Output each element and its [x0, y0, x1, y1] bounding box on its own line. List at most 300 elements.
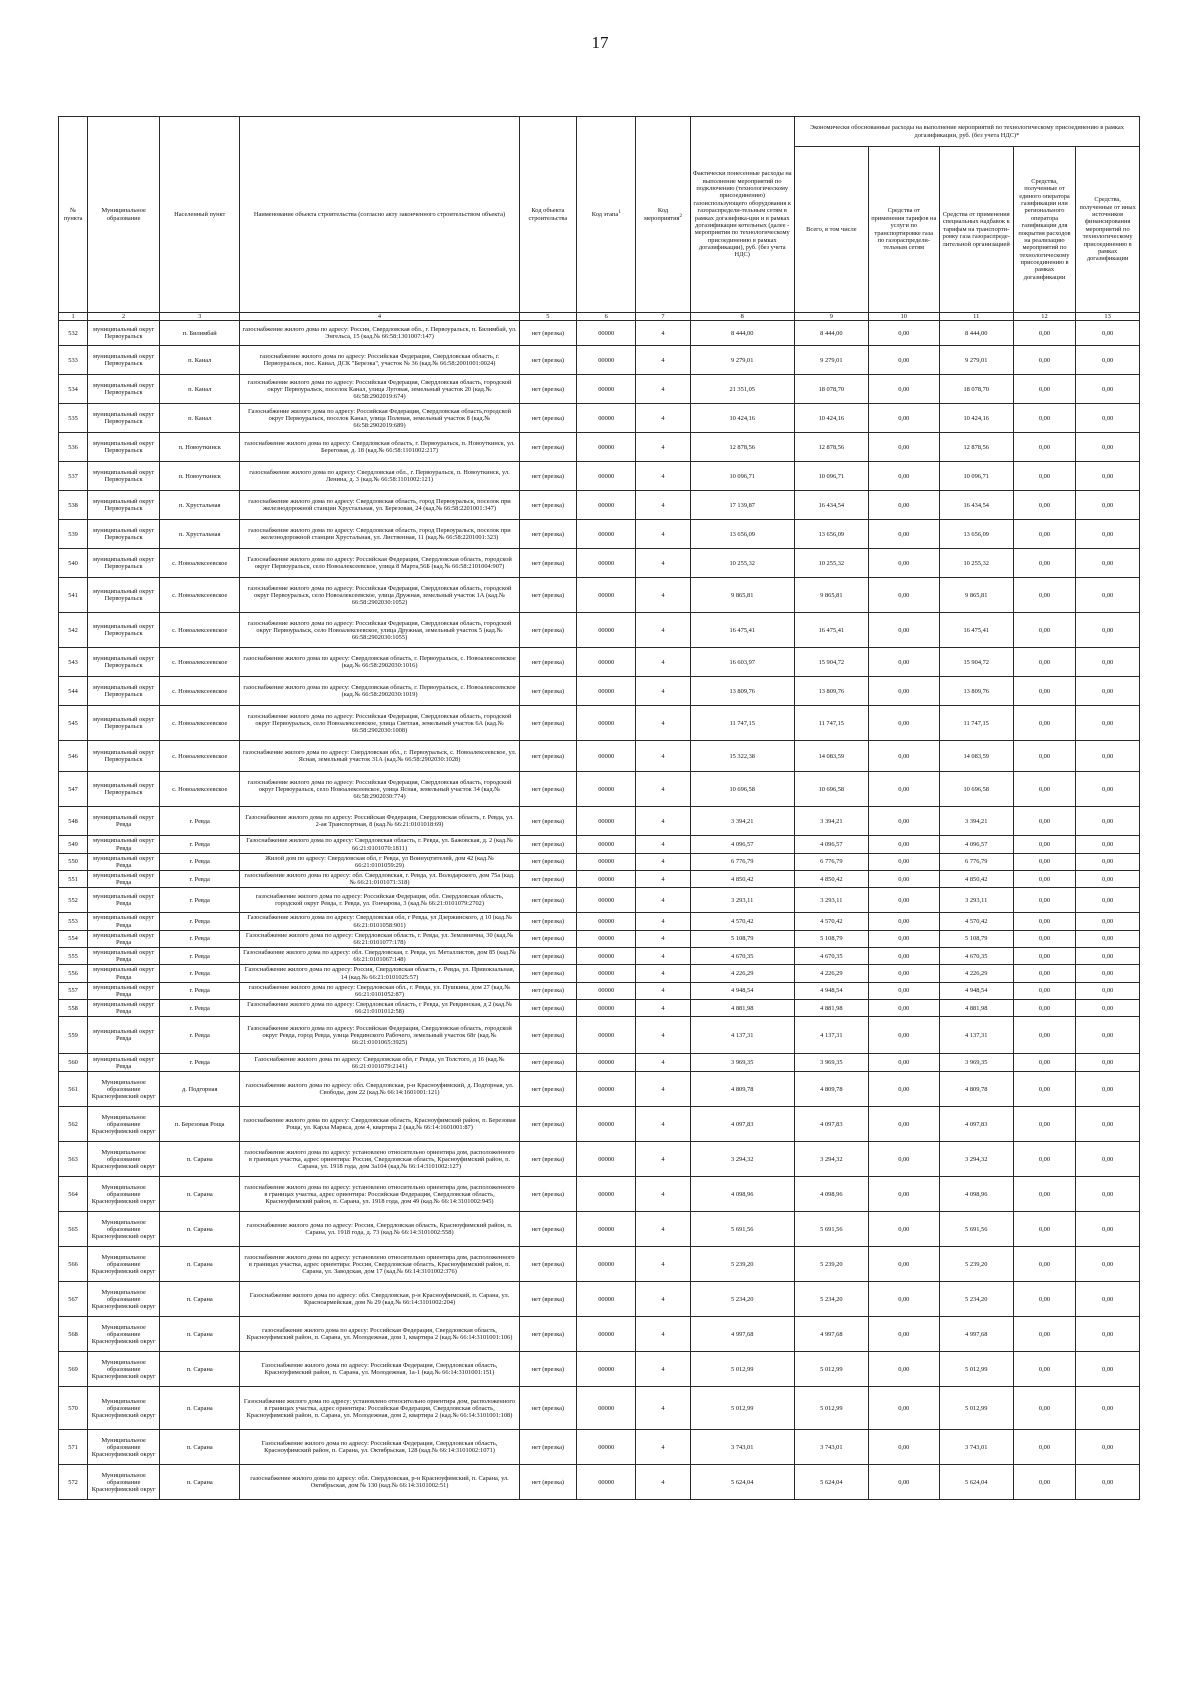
- municipality-cell: Муниципальное образование Красноуфимский округ: [88, 1387, 160, 1430]
- stage-code-cell: 00000: [577, 853, 636, 870]
- settlement-cell: г. Ревда: [160, 913, 240, 930]
- object-name-cell: Газоснабжение жилого дома по адресу: Российская Федерация, Свердловская область, г. Ревда, ул. 2-ая Транспортная, 8 (кад.№ 66:21:0101018:69): [240, 807, 519, 836]
- row-number-cell: 569: [59, 1352, 88, 1387]
- tariff-funds-cell: 0,00: [868, 1387, 939, 1430]
- other-funds-cell: 0,00: [1076, 1465, 1140, 1500]
- object-name-cell: Газоснабжение жилого дома по адресу: Российская Федерация, Свердловская область,городской округ Первоуральск, поселок Канал, улица Полевая, земельный участок 8 (кад.№ 66:58:2902019:689): [240, 404, 519, 433]
- object-name-cell: газоснабжение жилого дома по адресу: Свердловская обл., г. Первоуральск, п. Новоуткинск, ул. Ленина, д. 3 (кад.№ 66:58:1101002:121): [240, 462, 519, 491]
- object-name-cell: газоснабжение жилого дома по адресу: установлено относительно ориентира дом, расположенного в границах участка, адрес ориентира: Россия, Свердловская область, Красноуфимский район, п. Сарана, ул. 1918 года, дом 3а104 (кад.№ 66:14:3101002:127): [240, 1142, 519, 1177]
- row-number-cell: 561: [59, 1072, 88, 1107]
- municipality-cell: муниципальный округ Ревда: [88, 1054, 160, 1072]
- tariff-funds-cell: 0,00: [868, 520, 939, 549]
- tariff-funds-cell: 0,00: [868, 433, 939, 462]
- event-code-cell: 4: [636, 982, 690, 999]
- stage-code-cell: 00000: [577, 836, 636, 853]
- row-number-cell: 534: [59, 375, 88, 404]
- stage-code-cell: 00000: [577, 578, 636, 613]
- stage-code-cell: 00000: [577, 741, 636, 772]
- row-number-cell: 544: [59, 677, 88, 706]
- settlement-cell: п. Сарана: [160, 1282, 240, 1317]
- actual-costs-cell: 5 234,20: [690, 1282, 794, 1317]
- object-name-cell: газоснабжение жилого дома по адресу: Свердловская область, г. Первоуральск, с. Новоалексеевское (кад.№ 66:58:2902030:1019): [240, 677, 519, 706]
- municipality-cell: муниципальный округ Первоуральск: [88, 433, 160, 462]
- column-number-cell: 10: [868, 313, 939, 321]
- object-code-cell: нет (врезка): [519, 613, 576, 648]
- settlement-cell: п. Канал: [160, 404, 240, 433]
- table-row: [59, 1177, 1140, 1212]
- tariff-funds-cell: 0,00: [868, 613, 939, 648]
- table-row: [59, 1000, 1140, 1017]
- stage-code-cell: 00000: [577, 1352, 636, 1387]
- table-row: [59, 1430, 1140, 1465]
- object-code-cell: нет (врезка): [519, 491, 576, 520]
- object-name-cell: газоснабжение жилого дома по адресу: обл. Свердловская, р-н Красноуфимский, п. Сарана, ул. Октябрьская, дом № 130 (кад.№ 66:14:3101002:51): [240, 1465, 519, 1500]
- event-code-cell: 4: [636, 433, 690, 462]
- actual-costs-cell: 5 691,56: [690, 1212, 794, 1247]
- row-number-cell: 542: [59, 613, 88, 648]
- surcharge-funds-cell: 10 424,16: [939, 404, 1013, 433]
- table-row: [59, 1282, 1140, 1317]
- object-code-cell: нет (врезка): [519, 1465, 576, 1500]
- row-number-cell: 565: [59, 1212, 88, 1247]
- actual-costs-cell: 4 881,98: [690, 1000, 794, 1017]
- stage-code-cell: 00000: [577, 1000, 636, 1017]
- event-code-cell: 4: [636, 1000, 690, 1017]
- surcharge-funds-cell: 18 078,70: [939, 375, 1013, 404]
- total-costs-cell: 4 098,96: [794, 1177, 868, 1212]
- total-costs-cell: 5 012,99: [794, 1352, 868, 1387]
- tariff-funds-cell: 0,00: [868, 1142, 939, 1177]
- object-name-cell: Газоснабжение жилого дома по адресу: Россия, Свердловская область, г. Ревда, ул. Привокзальная, 14 (кад.№ 66:21:0101025:57): [240, 965, 519, 982]
- settlement-cell: п. Сарана: [160, 1247, 240, 1282]
- surcharge-funds-cell: 5 234,20: [939, 1282, 1013, 1317]
- surcharge-funds-cell: 5 624,04: [939, 1465, 1013, 1500]
- other-funds-cell: 0,00: [1076, 1282, 1140, 1317]
- column-number-cell: 11: [939, 313, 1013, 321]
- tariff-funds-cell: 0,00: [868, 930, 939, 947]
- other-funds-cell: 0,00: [1076, 433, 1140, 462]
- other-funds-cell: 0,00: [1076, 836, 1140, 853]
- actual-costs-cell: 4 226,29: [690, 965, 794, 982]
- column-number-cell: 12: [1013, 313, 1076, 321]
- event-code-cell: 4: [636, 491, 690, 520]
- settlement-cell: г. Ревда: [160, 871, 240, 888]
- row-number-cell: 541: [59, 578, 88, 613]
- surcharge-funds-cell: 4 096,57: [939, 836, 1013, 853]
- other-funds-cell: 0,00: [1076, 549, 1140, 578]
- settlement-cell: г. Ревда: [160, 807, 240, 836]
- surcharge-funds-cell: 5 239,20: [939, 1247, 1013, 1282]
- event-code-cell: 4: [636, 1072, 690, 1107]
- surcharge-funds-cell: 10 096,71: [939, 462, 1013, 491]
- municipality-cell: муниципальный округ Первоуральск: [88, 741, 160, 772]
- object-code-cell: нет (врезка): [519, 930, 576, 947]
- operator-funds-cell: 0,00: [1013, 948, 1076, 965]
- municipality-cell: муниципальный округ Первоуральск: [88, 549, 160, 578]
- table-row: [59, 677, 1140, 706]
- actual-costs-cell: 13 656,09: [690, 520, 794, 549]
- object-code-cell: нет (врезка): [519, 1247, 576, 1282]
- stage-code-cell: 00000: [577, 888, 636, 913]
- tariff-funds-cell: 0,00: [868, 1212, 939, 1247]
- object-name-cell: газоснабжение жилого дома по адресу: обл. Свердловская, г. Ревда, ул. Володарского, дом 75а (кад.№ 66:21:0101071:318): [240, 871, 519, 888]
- object-code-cell: нет (врезка): [519, 741, 576, 772]
- actual-costs-cell: 11 747,15: [690, 706, 794, 741]
- municipality-cell: муниципальный округ Первоуральск: [88, 346, 160, 375]
- object-code-cell: нет (врезка): [519, 871, 576, 888]
- tariff-funds-cell: 0,00: [868, 1352, 939, 1387]
- event-code-cell: 4: [636, 404, 690, 433]
- object-code-cell: нет (врезка): [519, 346, 576, 375]
- tariff-funds-cell: 0,00: [868, 913, 939, 930]
- table-row: [59, 948, 1140, 965]
- table-row: [59, 871, 1140, 888]
- event-code-cell: 4: [636, 741, 690, 772]
- surcharge-funds-cell: 14 083,59: [939, 741, 1013, 772]
- event-code-cell: 4: [636, 578, 690, 613]
- row-number-cell: 546: [59, 741, 88, 772]
- other-funds-cell: 0,00: [1076, 807, 1140, 836]
- surcharge-funds-cell: 9 865,81: [939, 578, 1013, 613]
- tariff-funds-cell: 0,00: [868, 807, 939, 836]
- row-number-cell: 549: [59, 836, 88, 853]
- other-funds-cell: 0,00: [1076, 648, 1140, 677]
- event-code-cell: 4: [636, 677, 690, 706]
- settlement-cell: п. Сарана: [160, 1177, 240, 1212]
- surcharge-funds-cell: 10 696,58: [939, 772, 1013, 807]
- other-funds-cell: 0,00: [1076, 706, 1140, 741]
- tariff-funds-cell: 0,00: [868, 888, 939, 913]
- object-code-cell: нет (врезка): [519, 375, 576, 404]
- surcharge-funds-cell: 9 279,01: [939, 346, 1013, 375]
- surcharge-funds-cell: 4 670,35: [939, 948, 1013, 965]
- event-code-cell: 4: [636, 1430, 690, 1465]
- row-number-cell: 548: [59, 807, 88, 836]
- other-funds-cell: 0,00: [1076, 677, 1140, 706]
- object-name-cell: газоснабжение жилого дома по адресу: установлено относительно ориентира дом, расположенного в границах участка, адрес ориентира: Российская Федерация, Свердловская область, Красноуфимский район, п. Сарана, ул. 1918 года, дом 49 (кад.№ 66:14:3101002:945): [240, 1177, 519, 1212]
- row-number-cell: 536: [59, 433, 88, 462]
- other-funds-cell: 0,00: [1076, 948, 1140, 965]
- table-row: [59, 1054, 1140, 1072]
- table-row: [59, 1142, 1140, 1177]
- total-costs-cell: 10 255,32: [794, 549, 868, 578]
- other-funds-cell: 0,00: [1076, 965, 1140, 982]
- col-header-stage-code: Код этапа$^1$: [577, 117, 636, 313]
- municipality-cell: муниципальный округ Первоуральск: [88, 462, 160, 491]
- object-code-cell: нет (врезка): [519, 948, 576, 965]
- surcharge-funds-cell: 4 997,68: [939, 1317, 1013, 1352]
- row-number-cell: 552: [59, 888, 88, 913]
- surcharge-funds-cell: 4 098,96: [939, 1177, 1013, 1212]
- object-code-cell: нет (врезка): [519, 888, 576, 913]
- actual-costs-cell: 5 239,20: [690, 1247, 794, 1282]
- tariff-funds-cell: 0,00: [868, 549, 939, 578]
- settlement-cell: п. Сарана: [160, 1352, 240, 1387]
- surcharge-funds-cell: 4 881,98: [939, 1000, 1013, 1017]
- event-code-cell: 4: [636, 913, 690, 930]
- stage-code-cell: 00000: [577, 375, 636, 404]
- operator-funds-cell: 0,00: [1013, 836, 1076, 853]
- object-code-cell: нет (врезка): [519, 965, 576, 982]
- object-name-cell: газоснабжение жилого дома по адресу: установлено относительно ориентира дом, расположенного в границах участка, адрес ориентира: Россия, Свердловская область, Красноуфимский район, п. Сарана, ул. Заводская, дом 17 (кад.№ 66:14:3101002:376): [240, 1247, 519, 1282]
- total-costs-cell: 4 226,29: [794, 965, 868, 982]
- total-costs-cell: 5 239,20: [794, 1247, 868, 1282]
- total-costs-cell: 4 948,54: [794, 982, 868, 999]
- object-code-cell: нет (врезка): [519, 404, 576, 433]
- row-number-cell: 540: [59, 549, 88, 578]
- event-code-cell: 4: [636, 1247, 690, 1282]
- total-costs-cell: 4 850,42: [794, 871, 868, 888]
- other-funds-cell: 0,00: [1076, 375, 1140, 404]
- total-costs-cell: 16 475,41: [794, 613, 868, 648]
- event-code-cell: 4: [636, 549, 690, 578]
- row-number-cell: 537: [59, 462, 88, 491]
- object-code-cell: нет (врезка): [519, 807, 576, 836]
- row-number-cell: 543: [59, 648, 88, 677]
- surcharge-funds-cell: 4 948,54: [939, 982, 1013, 999]
- settlement-cell: с. Новоалексеевское: [160, 772, 240, 807]
- stage-code-cell: 00000: [577, 1177, 636, 1212]
- municipality-cell: муниципальный округ Ревда: [88, 1017, 160, 1054]
- event-code-cell: 4: [636, 462, 690, 491]
- object-name-cell: газоснабжение жилого дома по адресу: Российская Федерация, Свердловская область, городской округ Первоуральск, село Новоалексеевское, улица Светлая, земельный участок 6А (кад.№ 66:58:2902030:1008): [240, 706, 519, 741]
- surcharge-funds-cell: 5 012,99: [939, 1352, 1013, 1387]
- table-row: [59, 648, 1140, 677]
- total-costs-cell: 4 809,78: [794, 1072, 868, 1107]
- object-name-cell: газоснабжение жилого дома по адресу: Российская Федерация, Свердловская область, городской округ Первоуральск, село Новоалексеевское, улица Ясная, земельный участок 34 (кад.№ 66:58:2902030:774): [240, 772, 519, 807]
- operator-funds-cell: 0,00: [1013, 404, 1076, 433]
- other-funds-cell: 0,00: [1076, 520, 1140, 549]
- other-funds-cell: 0,00: [1076, 871, 1140, 888]
- row-number-cell: 539: [59, 520, 88, 549]
- settlement-cell: с. Новоалексеевское: [160, 578, 240, 613]
- stage-code-cell: 00000: [577, 1072, 636, 1107]
- total-costs-cell: 3 293,11: [794, 888, 868, 913]
- actual-costs-cell: 6 776,79: [690, 853, 794, 870]
- col-header-actual-costs: Фактически понесенные расходы на выполнение мероприятий по подключению (технологическому присоединению) газоиспользующего оборудования к газораспредели-тельным сетям в рамках догазифика-ции и в рамках догазификации котельных (далее - мероприятия по технологическому присоединению в рамках догазификации), руб. (без учета НДС): [690, 117, 794, 313]
- tariff-funds-cell: 0,00: [868, 1054, 939, 1072]
- object-code-cell: нет (врезка): [519, 1387, 576, 1430]
- total-costs-cell: 8 444,00: [794, 321, 868, 346]
- object-code-cell: нет (врезка): [519, 1072, 576, 1107]
- table-row: [59, 772, 1140, 807]
- other-funds-cell: 0,00: [1076, 1177, 1140, 1212]
- row-number-cell: 557: [59, 982, 88, 999]
- object-name-cell: газоснабжение жилого дома по адресу: Свердловская область, город Первоуральск, поселок при железнодорожной станции Хрустальная, ул. Березовая, 24 (кад.№ 66:58:2201001:347): [240, 491, 519, 520]
- object-code-cell: нет (врезка): [519, 1054, 576, 1072]
- other-funds-cell: 0,00: [1076, 1247, 1140, 1282]
- actual-costs-cell: 9 279,01: [690, 346, 794, 375]
- total-costs-cell: 5 108,79: [794, 930, 868, 947]
- actual-costs-cell: 4 850,42: [690, 871, 794, 888]
- settlement-cell: г. Ревда: [160, 836, 240, 853]
- table-row: [59, 404, 1140, 433]
- operator-funds-cell: 0,00: [1013, 346, 1076, 375]
- operator-funds-cell: 0,00: [1013, 1107, 1076, 1142]
- tariff-funds-cell: 0,00: [868, 321, 939, 346]
- event-code-cell: 4: [636, 1317, 690, 1352]
- table-row: [59, 888, 1140, 913]
- operator-funds-cell: 0,00: [1013, 888, 1076, 913]
- surcharge-funds-cell: 3 969,35: [939, 1054, 1013, 1072]
- tariff-funds-cell: 0,00: [868, 772, 939, 807]
- settlement-cell: г. Ревда: [160, 1000, 240, 1017]
- surcharge-funds-cell: 6 776,79: [939, 853, 1013, 870]
- settlement-cell: г. Ревда: [160, 930, 240, 947]
- stage-code-cell: 00000: [577, 404, 636, 433]
- operator-funds-cell: 0,00: [1013, 1142, 1076, 1177]
- object-name-cell: Газоснабжение жилого дома по адресу: Российская Федерация, Свердловская область, Красноуфимский район, п. Сарана, ул. Октябрьская, 128 (кад.№ 66:14:3101002:1071): [240, 1430, 519, 1465]
- surcharge-funds-cell: 13 656,09: [939, 520, 1013, 549]
- row-number-cell: 564: [59, 1177, 88, 1212]
- total-costs-cell: 5 691,56: [794, 1212, 868, 1247]
- surcharge-funds-cell: 13 809,76: [939, 677, 1013, 706]
- event-code-cell: 4: [636, 965, 690, 982]
- other-funds-cell: 0,00: [1076, 491, 1140, 520]
- table-row: [59, 375, 1140, 404]
- table-row: [59, 930, 1140, 947]
- operator-funds-cell: 0,00: [1013, 1317, 1076, 1352]
- actual-costs-cell: 3 394,21: [690, 807, 794, 836]
- other-funds-cell: 0,00: [1076, 913, 1140, 930]
- operator-funds-cell: 0,00: [1013, 1352, 1076, 1387]
- object-name-cell: Газоснабжение жилого дома по адресу: Российская Федерация, Свердловская область, городской округ Ревда, город Ревда, улица Ревдинского Рабочего, земельный участок 68г (кад.№ 66:21:0101065:3925): [240, 1017, 519, 1054]
- tariff-funds-cell: 0,00: [868, 346, 939, 375]
- stage-code-cell: 00000: [577, 520, 636, 549]
- col-header-total: Всего, в том числе: [794, 147, 868, 313]
- stage-code-cell: 00000: [577, 772, 636, 807]
- operator-funds-cell: 0,00: [1013, 648, 1076, 677]
- column-number-cell: 5: [519, 313, 576, 321]
- tariff-funds-cell: 0,00: [868, 741, 939, 772]
- tariff-funds-cell: 0,00: [868, 1430, 939, 1465]
- event-code-cell: 4: [636, 520, 690, 549]
- actual-costs-cell: 15 322,38: [690, 741, 794, 772]
- column-number-cell: 2: [88, 313, 160, 321]
- object-name-cell: газоснабжение жилого дома по адресу: Российская Федерация, Свердловская область, городской округ Первоуральск, село Новоалексеевское, улица Дружная, земельный участок 1А (кад.№ 66:58:2902030:1052): [240, 578, 519, 613]
- row-number-cell: 538: [59, 491, 88, 520]
- object-name-cell: газоснабжение жилого дома по адресу: Российская Федерация, обл. Свердловская область, городской округ Ревда, г. Ревда, ул. Гончарова, 3 (кад.№ 66:21:0101079:2702): [240, 888, 519, 913]
- tariff-funds-cell: 0,00: [868, 948, 939, 965]
- stage-code-cell: 00000: [577, 648, 636, 677]
- settlement-cell: с. Новоалексеевское: [160, 648, 240, 677]
- other-funds-cell: 0,00: [1076, 1017, 1140, 1054]
- total-costs-cell: 4 570,42: [794, 913, 868, 930]
- municipality-cell: Муниципальное образование Красноуфимский округ: [88, 1352, 160, 1387]
- municipality-cell: муниципальный округ Первоуральск: [88, 706, 160, 741]
- table-body: [59, 321, 1140, 1500]
- operator-funds-cell: 0,00: [1013, 321, 1076, 346]
- object-name-cell: газоснабжение жилого дома по адресу: Свердловская обл., г. Первоуральск, с. Новоалексеевское, ул. Ясная, земельный участок 31А (кад.№ 66:58:2902030:1028): [240, 741, 519, 772]
- stage-code-cell: 00000: [577, 1317, 636, 1352]
- expenses-table: [58, 116, 1140, 1500]
- object-code-cell: нет (врезка): [519, 853, 576, 870]
- event-code-cell: 4: [636, 1282, 690, 1317]
- operator-funds-cell: 0,00: [1013, 965, 1076, 982]
- actual-costs-cell: 21 351,05: [690, 375, 794, 404]
- settlement-cell: г. Ревда: [160, 888, 240, 913]
- stage-code-cell: 00000: [577, 807, 636, 836]
- event-code-cell: 4: [636, 948, 690, 965]
- object-code-cell: нет (врезка): [519, 772, 576, 807]
- actual-costs-cell: 3 294,32: [690, 1142, 794, 1177]
- object-name-cell: газоснабжение жилого дома по адресу: Свердловская область, г. Первоуральск, с. Новоалексеевское (кад.№ 66:58:2902030:1016): [240, 648, 519, 677]
- table-row: [59, 1352, 1140, 1387]
- event-code-cell: 4: [636, 836, 690, 853]
- object-code-cell: нет (врезка): [519, 321, 576, 346]
- municipality-cell: муниципальный округ Ревда: [88, 965, 160, 982]
- row-number-cell: 553: [59, 913, 88, 930]
- row-number-cell: 562: [59, 1107, 88, 1142]
- total-costs-cell: 13 656,09: [794, 520, 868, 549]
- row-number-cell: 554: [59, 930, 88, 947]
- stage-code-cell: 00000: [577, 871, 636, 888]
- stage-code-cell: 00000: [577, 706, 636, 741]
- total-costs-cell: 4 881,98: [794, 1000, 868, 1017]
- event-code-cell: 4: [636, 321, 690, 346]
- object-code-cell: нет (врезка): [519, 1282, 576, 1317]
- event-code-cell: 4: [636, 375, 690, 404]
- settlement-cell: п. Канал: [160, 346, 240, 375]
- tariff-funds-cell: 0,00: [868, 1317, 939, 1352]
- row-number-cell: 568: [59, 1317, 88, 1352]
- surcharge-funds-cell: 16 475,41: [939, 613, 1013, 648]
- event-code-cell: 4: [636, 706, 690, 741]
- municipality-cell: муниципальный округ Ревда: [88, 948, 160, 965]
- settlement-cell: п. Канал: [160, 375, 240, 404]
- object-code-cell: нет (врезка): [519, 1212, 576, 1247]
- row-number-cell: 563: [59, 1142, 88, 1177]
- operator-funds-cell: 0,00: [1013, 982, 1076, 999]
- stage-code-cell: 00000: [577, 1387, 636, 1430]
- municipality-cell: Муниципальное образование Красноуфимский округ: [88, 1247, 160, 1282]
- col-header-object: Наименование объекта строительства (согласно акту законченного строительством объекта): [240, 117, 519, 313]
- tariff-funds-cell: 0,00: [868, 853, 939, 870]
- other-funds-cell: 0,00: [1076, 346, 1140, 375]
- table-row: [59, 1072, 1140, 1107]
- object-name-cell: газоснабжение жилого дома по адресу: Российская Федерация, Свердловская область, г. Первоуральск, пос. Канал, ДСК "Березка", участок № 36 (кад.№ 66:58:2001001:0024): [240, 346, 519, 375]
- stage-code-cell: 00000: [577, 1054, 636, 1072]
- stage-code-cell: 00000: [577, 549, 636, 578]
- actual-costs-cell: 4 570,42: [690, 913, 794, 930]
- stage-code-cell: 00000: [577, 1107, 636, 1142]
- actual-costs-cell: 4 098,96: [690, 1177, 794, 1212]
- object-code-cell: нет (врезка): [519, 677, 576, 706]
- stage-code-cell: 00000: [577, 965, 636, 982]
- stage-code-cell: 00000: [577, 491, 636, 520]
- row-number-cell: 558: [59, 1000, 88, 1017]
- object-name-cell: газоснабжение жилого дома по адресу: Россия, Свердловская область, Красноуфимский район, п. Сарана, ул. 1918 года, д. 73 (кад.№ 66:14:3101002:558): [240, 1212, 519, 1247]
- operator-funds-cell: 0,00: [1013, 613, 1076, 648]
- table-row: [59, 578, 1140, 613]
- operator-funds-cell: 0,00: [1013, 1282, 1076, 1317]
- stage-code-cell: 00000: [577, 433, 636, 462]
- column-number-cell: 7: [636, 313, 690, 321]
- table-row: [59, 807, 1140, 836]
- table-row: [59, 346, 1140, 375]
- table-row: [59, 982, 1140, 999]
- operator-funds-cell: 0,00: [1013, 1054, 1076, 1072]
- actual-costs-cell: 4 670,35: [690, 948, 794, 965]
- municipality-cell: муниципальный округ Ревда: [88, 871, 160, 888]
- tariff-funds-cell: 0,00: [868, 836, 939, 853]
- other-funds-cell: 0,00: [1076, 1430, 1140, 1465]
- total-costs-cell: 15 904,72: [794, 648, 868, 677]
- municipality-cell: Муниципальное образование Красноуфимский округ: [88, 1072, 160, 1107]
- tariff-funds-cell: 0,00: [868, 706, 939, 741]
- row-number-cell: 570: [59, 1387, 88, 1430]
- total-costs-cell: 5 234,20: [794, 1282, 868, 1317]
